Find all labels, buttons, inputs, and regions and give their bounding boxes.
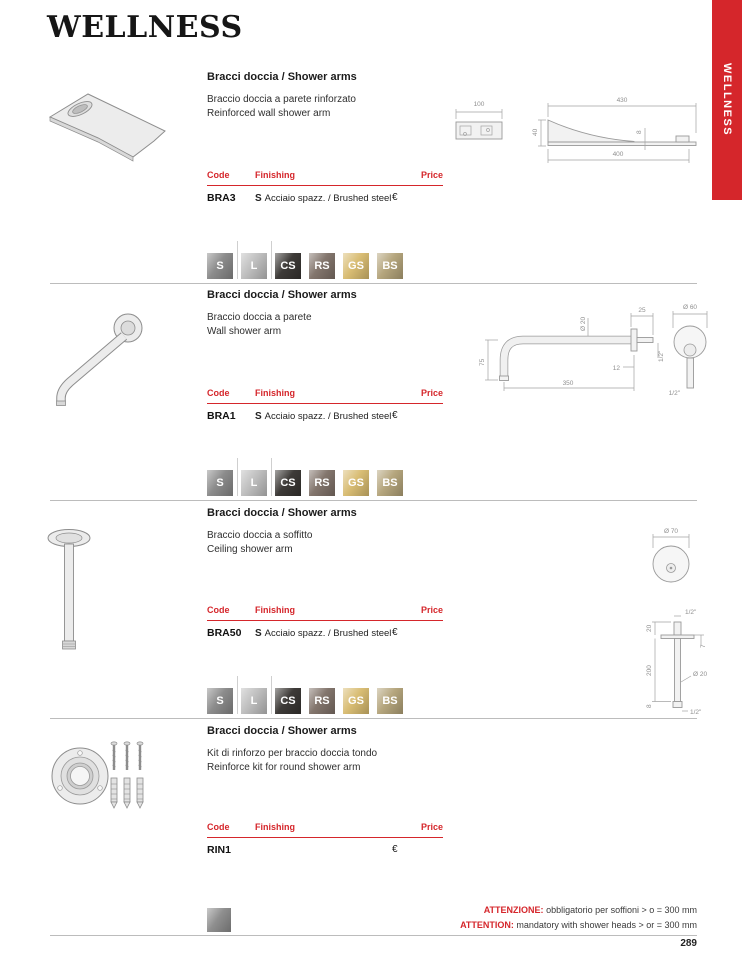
finish-swatch-bs — [377, 688, 403, 714]
attention-line-it — [460, 903, 697, 918]
wall-anchors — [111, 778, 143, 808]
dim-flange-thickness: 7 — [700, 644, 707, 648]
swatch-divider — [271, 458, 272, 496]
finish-swatch-rs — [309, 470, 335, 496]
page-number: 289 — [680, 938, 697, 949]
product-price: € — [392, 844, 398, 855]
attention-text-en: mandatory with shower heads > or = 300 mm — [516, 919, 697, 930]
col-finishing: Finishing — [255, 822, 295, 832]
finish-name: Acciaio spazz. / Brushed steel — [264, 628, 392, 639]
section-description — [207, 93, 356, 121]
price-table — [207, 170, 443, 212]
product-code: BRA1 — [207, 410, 236, 422]
dim-height: 40 — [532, 128, 539, 136]
section-heading: Bracci doccia / Shower arms — [207, 71, 357, 83]
swatch-label: RS — [314, 695, 330, 707]
description-en: Reinforce kit for round shower arm — [207, 762, 361, 773]
swatch-divider — [237, 676, 238, 714]
product-finishing — [255, 628, 391, 639]
footer-rule — [50, 935, 697, 936]
dim-length-top: 430 — [616, 97, 628, 104]
swatch-label: CS — [280, 260, 296, 272]
product-code: RIN1 — [207, 844, 231, 856]
attention-note — [460, 903, 697, 932]
product-code: BRA3 — [207, 192, 236, 204]
category-tab[interactable] — [712, 0, 742, 200]
col-finishing: Finishing — [255, 388, 295, 398]
swatch-label: BS — [382, 477, 398, 489]
swatch-divider — [271, 241, 272, 279]
finish-swatch-bs — [377, 253, 403, 279]
finish-swatch-rs — [309, 688, 335, 714]
dim-thread-front: 1/2" — [668, 390, 680, 397]
col-code: Code — [207, 605, 230, 615]
finish-swatch-gs — [343, 470, 369, 496]
swatch-label: S — [216, 695, 224, 707]
dim-inset: 12 — [612, 365, 620, 372]
description-it: Braccio doccia a parete — [207, 312, 312, 323]
product-finishing — [255, 411, 391, 422]
swatch-label: GS — [348, 477, 364, 489]
table-rule — [207, 837, 443, 838]
description-it: Braccio doccia a parete rinforzato — [207, 94, 356, 105]
price-table — [207, 822, 443, 864]
dim-length-bottom: 400 — [612, 151, 624, 158]
dimension-drawing-bra1 — [468, 300, 718, 400]
swatch-label: L — [250, 477, 258, 489]
section-separator — [50, 283, 697, 284]
dim-tube-diameter: Ø 20 — [693, 671, 708, 678]
section-heading: Bracci doccia / Shower arms — [207, 507, 357, 519]
col-code: Code — [207, 822, 230, 832]
finish-swatch-l — [241, 253, 267, 279]
dim-front-width: 100 — [473, 101, 485, 108]
price-table — [207, 388, 443, 430]
col-code: Code — [207, 170, 230, 180]
dimension-drawing-bra50 — [633, 524, 738, 716]
finish-swatch-cs — [275, 688, 301, 714]
description-it: Braccio doccia a soffitto — [207, 530, 313, 541]
col-price: Price — [420, 388, 443, 398]
product-price: € — [392, 627, 398, 638]
finish-swatch-gs — [343, 253, 369, 279]
product-finishing — [255, 193, 391, 204]
dim-flange-diameter: Ø 70 — [663, 528, 679, 535]
finish-code: S — [255, 628, 262, 639]
product-drawing-ceiling-arm — [44, 527, 99, 653]
swatch-label: L — [250, 695, 258, 707]
section-description — [207, 311, 312, 339]
swatch-label: S — [216, 260, 224, 272]
attention-text-it: obbligatorio per soffioni > o = 300 mm — [546, 905, 697, 915]
col-price: Price — [420, 170, 443, 180]
product-price: € — [392, 192, 398, 203]
dim-tip: 8 — [646, 704, 653, 708]
dim-flange-diameter: Ø 60 — [682, 304, 698, 311]
col-price: Price — [420, 822, 443, 832]
finish-swatch-l — [241, 688, 267, 714]
col-finishing: Finishing — [255, 605, 295, 615]
screws — [111, 742, 143, 770]
dim-length: 350 — [562, 380, 574, 387]
finish-name: Acciaio spazz. / Brushed steel — [264, 411, 392, 422]
description-en: Wall shower arm — [207, 326, 282, 337]
finish-swatch-s — [207, 253, 233, 279]
section-separator — [50, 718, 697, 719]
swatch-label: L — [250, 260, 258, 272]
table-rule — [207, 403, 443, 404]
section-heading: Bracci doccia / Shower arms — [207, 289, 357, 301]
section-description — [207, 529, 312, 557]
dim-drop: 75 — [479, 358, 486, 366]
kit-finish-swatch — [207, 908, 231, 932]
attention-label-it: ATTENZIONE: — [483, 905, 544, 915]
category-tab-label: WELLNESS — [721, 63, 733, 137]
finish-swatch-cs — [275, 470, 301, 496]
swatch-label: CS — [280, 695, 296, 707]
description-it: Kit di rinforzo per braccio doccia tondo — [207, 748, 378, 759]
swatch-label: GS — [348, 260, 364, 272]
dimension-drawing-bra3 — [448, 92, 700, 172]
dim-thread-top: 1/2" — [685, 609, 697, 616]
finish-swatch-cs — [275, 253, 301, 279]
col-code: Code — [207, 388, 230, 398]
dim-tube-diameter: Ø 20 — [580, 316, 587, 331]
dim-length: 200 — [646, 665, 653, 676]
swatch-divider — [237, 241, 238, 279]
col-price: Price — [420, 605, 443, 615]
swatch-label: GS — [348, 695, 364, 707]
swatch-label: RS — [314, 260, 330, 272]
section-heading: Bracci doccia / Shower arms — [207, 725, 357, 737]
finish-name: Acciaio spazz. / Brushed steel — [264, 193, 392, 204]
finish-swatch-s — [207, 688, 233, 714]
finish-swatch-s — [207, 470, 233, 496]
table-rule — [207, 185, 443, 186]
dim-thread-bottom: 1/2" — [690, 709, 702, 716]
product-code: BRA50 — [207, 627, 242, 639]
page-title: WELLNESS — [47, 10, 243, 45]
finish-code: S — [255, 193, 262, 204]
description-en: Ceiling shower arm — [207, 544, 293, 555]
product-finishing — [255, 845, 258, 856]
finish-swatch-rs — [309, 253, 335, 279]
col-finishing: Finishing — [255, 170, 295, 180]
attention-label-en: ATTENTION: — [460, 919, 514, 930]
finish-swatch-bs — [377, 470, 403, 496]
product-drawing-reinforce-kit — [50, 738, 145, 818]
finish-code: S — [255, 411, 262, 422]
price-table — [207, 605, 443, 647]
swatch-divider — [237, 458, 238, 496]
attention-line-en — [460, 918, 697, 933]
product-price: € — [392, 410, 398, 421]
finish-swatch-l — [241, 470, 267, 496]
dim-thickness: 8 — [636, 130, 643, 134]
section-separator — [50, 500, 697, 501]
product-drawing-reinforced-wall-arm — [38, 86, 173, 164]
swatch-label: RS — [314, 477, 330, 489]
swatch-label: CS — [280, 477, 296, 489]
swatch-label: BS — [382, 695, 398, 707]
swatch-label: S — [216, 477, 224, 489]
product-drawing-wall-arm — [40, 310, 150, 410]
dim-collar: 20 — [646, 624, 653, 632]
swatch-label: BS — [382, 260, 398, 272]
finish-swatch-gs — [343, 688, 369, 714]
section-description — [207, 747, 377, 775]
dim-thread-side: 1/2" — [658, 350, 665, 362]
description-en: Reinforced wall shower arm — [207, 108, 331, 119]
dim-flange-width: 25 — [638, 307, 646, 314]
swatch-divider — [271, 676, 272, 714]
table-rule — [207, 620, 443, 621]
